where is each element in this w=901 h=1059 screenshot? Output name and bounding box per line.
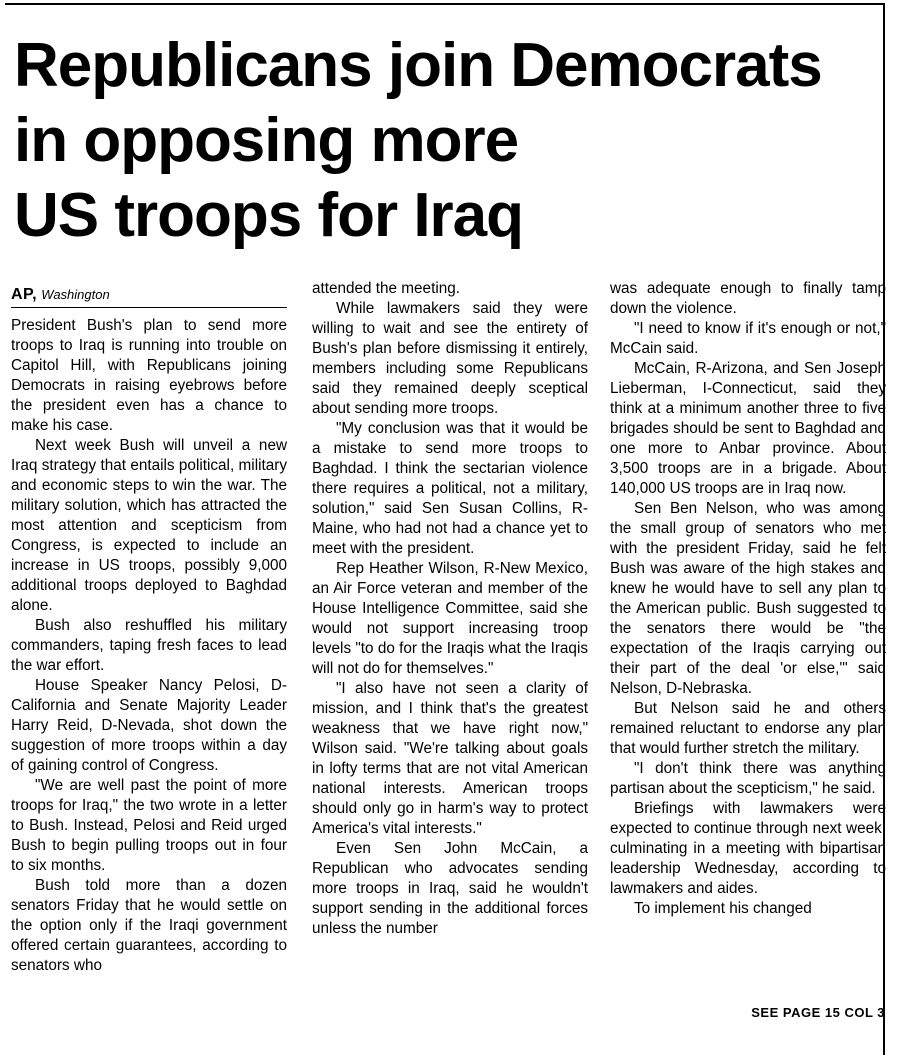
- paragraph: "I need to know if it's enough or not," McCain said.: [610, 320, 886, 357]
- headline: [14, 28, 884, 253]
- headline-line-3: US troops for Iraq: [14, 181, 524, 250]
- paragraph: Even Sen John McCain, a Republican who advocates sending more troops in Iraq, said he wouldn't support sending in the additional forces unless the number: [312, 840, 588, 937]
- paragraph: But Nelson said he and others remained reluctant to endorse any plan that would further stretch the military.: [610, 700, 886, 757]
- headline-line-1: Republicans join Democrats: [14, 31, 822, 100]
- paragraph: "I don't think there was anything partisan about the scepticism," he said.: [610, 760, 886, 797]
- paragraph: was adequate enough to finally tamp down the violence.: [610, 280, 886, 317]
- paragraph: "My conclusion was that it would be a mistake to send more troops to Baghdad. I think the sectarian violence there requires a political, not a military, solution," said Sen Susan Collins, R-Maine, who had not had a chance yet to meet with the president.: [312, 420, 588, 557]
- headline-line-2: in opposing more: [14, 106, 519, 175]
- paragraph: While lawmakers said they were willing to wait and see the entirety of Bush's plan before dismissing it entirely, members including some Republicans said they remained deeply sceptical about sending more troops.: [312, 300, 588, 417]
- continuation-jump-line: SEE PAGE 15 COL 3: [751, 1005, 885, 1020]
- paragraph: Bush also reshuffled his military commanders, taping fresh faces to lead the war effort.: [11, 617, 287, 674]
- paragraph: McCain, R-Arizona, and Sen Joseph Lieberman, I-Connecticut, said they think at a minimum another three to five brigades should be sent to Baghdad and one more to Anbar province. About 3,500 troops are in a brigade. About 140,000 US troops are in Iraq now.: [610, 360, 886, 497]
- article-column-1: [11, 286, 287, 976]
- paragraph: Briefings with lawmakers were expected to continue through next week, culminating in a meeting with bipartisan leadership Wednesday, according to lawmakers and aides.: [610, 800, 886, 897]
- paragraph: Sen Ben Nelson, who was among the small group of senators who met with the president Friday, said he felt Bush was aware of the high stakes and knew he would have to sell any plan to the American public. Bush suggested to the senators there would be "the expectation of the Iraqis carrying out their part of the deal 'or else,'" said Nelson, D-Nebraska.: [610, 500, 886, 697]
- byline-agency: AP,: [11, 286, 38, 303]
- paragraph: "I also have not seen a clarity of mission, and I think that's the greatest weakness that we have right now," Wilson said. "We're talking about goals in lofty terms that are not vital American national interests. American troops should only go in harm's way to protect America's vital interests.": [312, 680, 588, 837]
- paragraph: attended the meeting.: [312, 280, 460, 297]
- paragraph: To implement his changed: [634, 900, 812, 917]
- paragraph: Next week Bush will unveil a new Iraq strategy that entails political, military and economic steps to win the war. The military solution, which has attracted the most attention and scepticism from Congress, is expected to include an increase in US troops, possibly 9,000 additional troops deployed to Baghdad alone.: [11, 437, 287, 614]
- article-column-3: [610, 279, 886, 919]
- paragraph: House Speaker Nancy Pelosi, D-California and Senate Majority Leader Harry Reid, D-Nevada, shot down the suggestion of more troops within a day of gaining control of Congress.: [11, 677, 287, 774]
- paragraph: Bush told more than a dozen senators Friday that he would settle on the option only if the Iraqi government offered certain guarantees, according to senators who: [11, 877, 287, 974]
- paragraph: Rep Heather Wilson, R-New Mexico, an Air Force veteran and member of the House Intelligence Committee, said she would not support increasing troop levels "to do for the Iraqis what the Iraqis will not do for themselves.": [312, 560, 588, 677]
- article-column-2: [312, 279, 588, 939]
- byline: [11, 286, 287, 308]
- paragraph: "We are well past the point of more troops for Iraq," the two wrote in a letter to Bush. Instead, Pelosi and Reid urged Bush to begin pulling troops out in four to six months.: [11, 777, 287, 874]
- byline-location: Washington: [41, 287, 110, 302]
- paragraph: President Bush's plan to send more troops to Iraq is running into trouble on Capitol Hill, with Republicans joining Democrats in raising eyebrows before the president even has a chance to make his case.: [11, 317, 287, 434]
